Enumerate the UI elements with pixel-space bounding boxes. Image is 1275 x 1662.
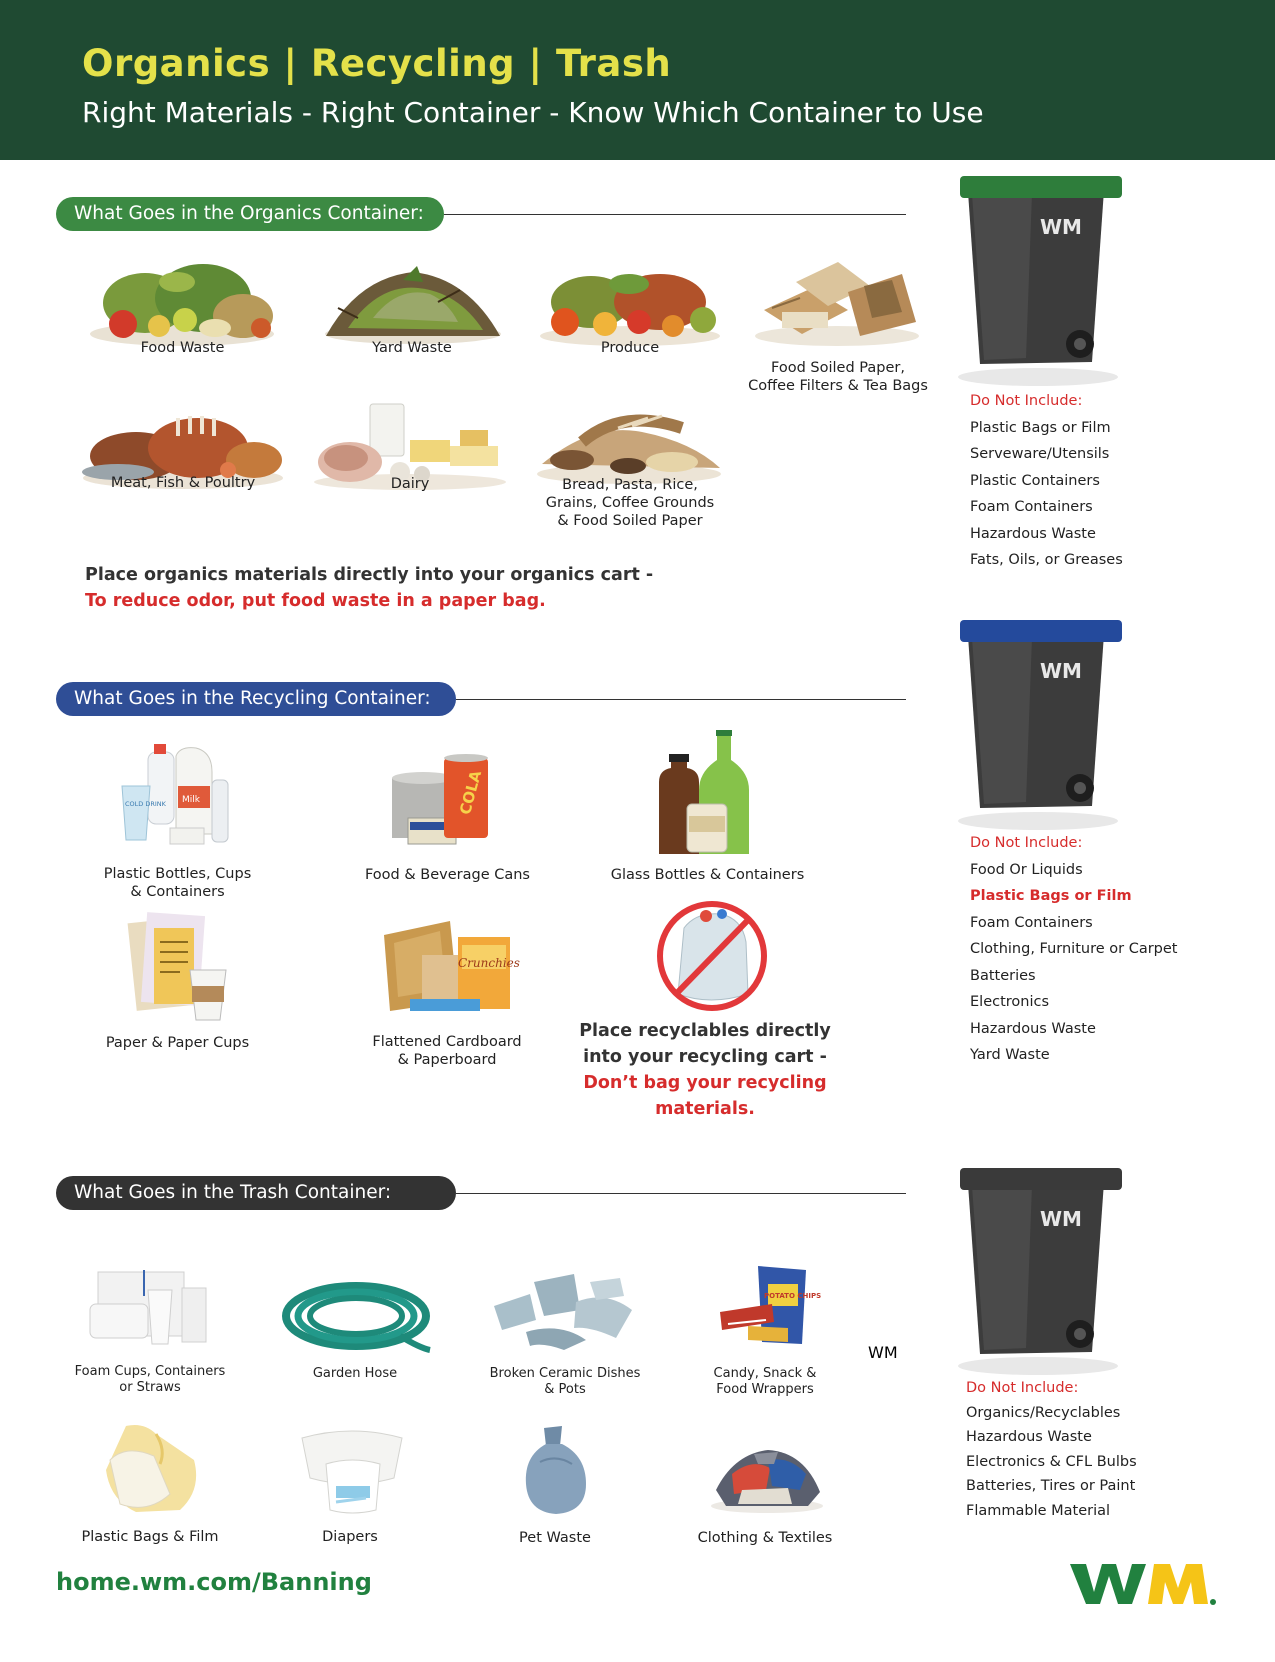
trash-item-label: Plastic Bags & Film bbox=[81, 1529, 219, 1545]
can-label: COLA bbox=[456, 768, 486, 817]
ceramic-image bbox=[490, 1272, 636, 1352]
foam-image bbox=[88, 1268, 210, 1348]
recycling-note-line2: into your recycling cart - bbox=[583, 1047, 827, 1067]
organics-exclusion-item: Foam Containers bbox=[970, 499, 1093, 515]
recycling-exclusion-item: Batteries bbox=[970, 967, 1036, 984]
trash-item-label: Clothing & Textiles bbox=[697, 1530, 833, 1546]
produce-image bbox=[535, 262, 725, 350]
trash-item-label: Pet Waste bbox=[519, 1530, 591, 1546]
milk-label: Milk bbox=[182, 795, 200, 805]
glass-bottles-image bbox=[655, 730, 755, 858]
recycling-cart-image bbox=[952, 616, 1124, 831]
website-link[interactable]: home.wm.com/Banning bbox=[56, 1568, 372, 1596]
paper-image bbox=[128, 912, 230, 1022]
cereal-box-label: Crunchies bbox=[458, 956, 520, 970]
organics-item-label: Yard Waste bbox=[372, 340, 452, 356]
recycling-cart-wm-logo: WM bbox=[1040, 659, 1082, 683]
pet-waste-image bbox=[520, 1422, 592, 1518]
organics-exclusion-item: Serveware/Utensils bbox=[970, 446, 1110, 462]
trash-item-label: Broken Ceramic Dishes & Pots bbox=[489, 1366, 641, 1397]
page-header bbox=[0, 0, 1275, 160]
page-subtitle: Right Materials - Right Container - Know Which Container to Use bbox=[82, 96, 984, 129]
food-waste-image bbox=[85, 258, 280, 350]
organics-exclusions bbox=[970, 388, 1123, 574]
organics-item-label: Bread, Pasta, Rice, Grains, Coffee Grounds & Food Soiled Paper bbox=[545, 477, 715, 529]
hose-image bbox=[280, 1276, 432, 1354]
recycling-heading: What Goes in the Recycling Container: bbox=[56, 682, 456, 716]
trash-exclusion-item: Organics/Recyclables bbox=[966, 1404, 1121, 1421]
cans-image bbox=[388, 752, 503, 852]
recycling-item-label: Glass Bottles & Containers bbox=[610, 867, 805, 883]
organics-item-label: Dairy bbox=[390, 476, 430, 492]
recycling-exclusion-item: Electronics bbox=[970, 994, 1050, 1010]
page-title: Organics | Recycling | Trash bbox=[82, 42, 672, 85]
recycling-exclusion-item: Clothing, Furniture or Carpet bbox=[970, 941, 1178, 957]
organics-divider bbox=[444, 214, 906, 215]
trash-item-label: Candy, Snack & Food Wrappers bbox=[713, 1366, 817, 1397]
trash-item-label: Diapers bbox=[322, 1529, 378, 1545]
trash-item-label: Foam Cups, Containers or Straws bbox=[74, 1364, 226, 1395]
cardboard-image bbox=[380, 915, 520, 1017]
bread-image bbox=[532, 402, 727, 486]
recycling-item-label: Food & Beverage Cans bbox=[364, 867, 530, 883]
plastic-bags-image bbox=[96, 1420, 206, 1516]
recycling-cart-lid bbox=[960, 620, 1122, 642]
clothing-image bbox=[708, 1440, 826, 1514]
trash-cart-wm-logo: WM bbox=[1040, 1207, 1082, 1231]
recycling-exclusion-item: Yard Waste bbox=[970, 1047, 1050, 1063]
organics-item-label: Food Waste bbox=[140, 340, 225, 356]
trash-exclusion-item: Batteries, Tires or Paint bbox=[966, 1478, 1136, 1494]
trash-exclusion-item: Electronics & CFL Bulbs bbox=[966, 1453, 1137, 1470]
organics-heading: What Goes in the Organics Container: bbox=[56, 197, 444, 231]
chips-label: POTATO CHIPS bbox=[764, 1292, 822, 1300]
trash-item-label: Garden Hose bbox=[312, 1366, 398, 1381]
recycling-item-label: Plastic Bottles, Cups & Containers bbox=[103, 866, 252, 900]
organics-note-line2: To reduce odor, put food waste in a paper bag. bbox=[85, 591, 546, 611]
trash-cart-image bbox=[952, 1164, 1124, 1376]
recycling-exclusion-item: Foam Containers bbox=[970, 914, 1093, 931]
organics-cart-wm-logo: WM bbox=[1040, 215, 1082, 239]
trash-divider bbox=[456, 1193, 906, 1194]
recycling-item-label: Paper & Paper Cups bbox=[105, 1035, 250, 1051]
organics-item-label: Produce bbox=[600, 340, 660, 356]
organics-exclusion-item: Plastic Bags or Film bbox=[970, 419, 1111, 436]
recycling-note-line3: Don’t bag your recycling bbox=[583, 1073, 827, 1093]
wrappers-image bbox=[718, 1264, 822, 1350]
trash-exclusion-item: Hazardous Waste bbox=[966, 1429, 1092, 1445]
yard-waste-image bbox=[318, 258, 508, 348]
recycling-exclusions bbox=[970, 830, 1177, 1069]
recycling-exclusions-heading: Do Not Include: bbox=[970, 835, 1083, 851]
no-bags-icon bbox=[650, 898, 768, 1010]
recycling-item-label: Flattened Cardboard & Paperboard bbox=[372, 1034, 522, 1068]
recycling-exclusion-item-highlight: Plastic Bags or Film bbox=[970, 888, 1132, 904]
organics-note-line1: Place organics materials directly into your organics cart - bbox=[85, 565, 654, 585]
organics-cart-image bbox=[952, 172, 1124, 387]
trash-exclusions bbox=[966, 1376, 1137, 1523]
soiled-paper-image bbox=[752, 252, 922, 350]
recycling-exclusion-item: Hazardous Waste bbox=[970, 1020, 1096, 1037]
trash-exclusion-item: Flammable Material bbox=[966, 1502, 1111, 1519]
trash-cart-lid bbox=[960, 1168, 1122, 1190]
recycling-divider bbox=[456, 699, 906, 700]
organics-exclusion-item: Hazardous Waste bbox=[970, 525, 1096, 542]
organics-exclusions-heading: Do Not Include: bbox=[970, 393, 1083, 409]
trash-exclusions-heading: Do Not Include: bbox=[966, 1380, 1079, 1396]
recycling-note-line4: materials. bbox=[655, 1099, 755, 1119]
cup-label: COLD DRINK bbox=[125, 800, 166, 808]
trash-heading: What Goes in the Trash Container: bbox=[56, 1176, 456, 1210]
organics-exclusion-item: Plastic Containers bbox=[970, 472, 1100, 489]
organics-exclusion-item: Fats, Oils, or Greases bbox=[970, 552, 1123, 568]
wm-logo-mark bbox=[1070, 1564, 1216, 1605]
recycling-exclusion-item: Food Or Liquids bbox=[970, 861, 1083, 878]
organics-cart-lid bbox=[960, 176, 1122, 198]
organics-item-label: Food Soiled Paper, Coffee Filters & Tea Bags bbox=[748, 360, 928, 394]
plastic-bottles-image bbox=[120, 742, 232, 850]
organics-item-label: Meat, Fish & Poultry bbox=[110, 475, 256, 491]
diapers-image bbox=[296, 1428, 408, 1518]
recycling-note-line1: Place recyclables directly bbox=[579, 1021, 831, 1041]
wm-logo-text: WM bbox=[868, 1343, 898, 1362]
